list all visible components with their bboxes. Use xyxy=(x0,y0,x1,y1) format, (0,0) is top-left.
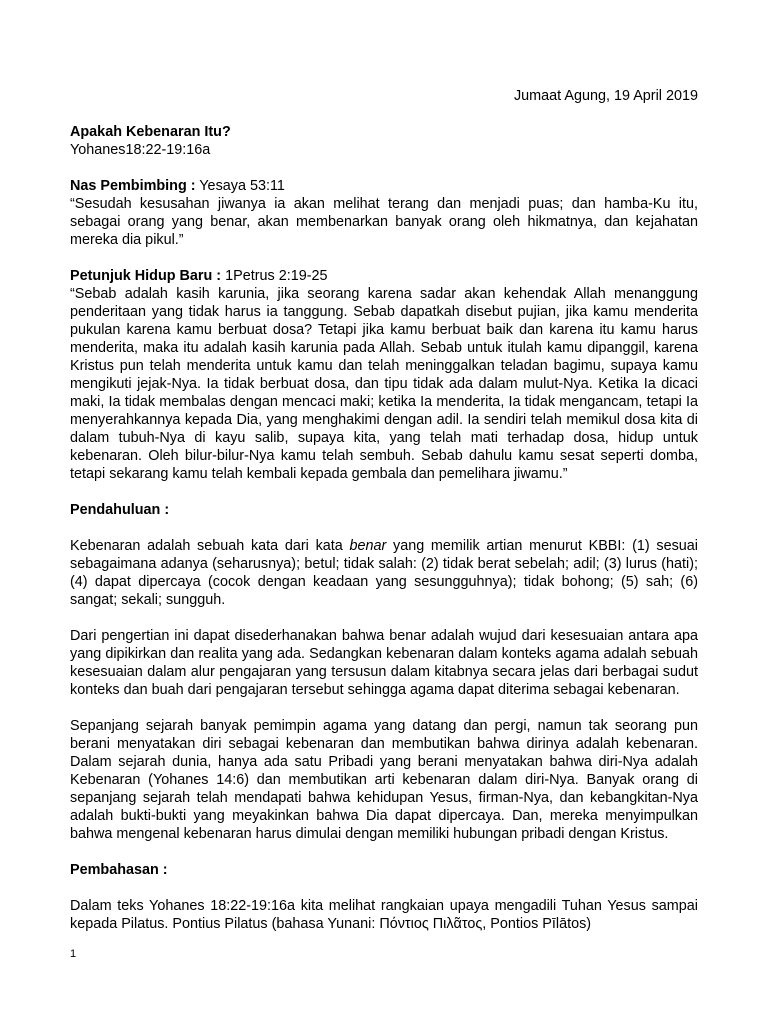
pendahuluan-p1-start: Kebenaran adalah sebuah kata dari kata xyxy=(70,538,350,554)
pendahuluan-paragraph-3: Sepanjang sejarah banyak pemimpin agama yang datang dan pergi, namun tak seorang pun berani menyatakan diri sebagai kebenaran dan membutikan bahwa dirinya adalah kebenaran. Dalam sejarah dunia, hanya ada satu Pribadi yang berani menyatakan bahwa diri-Nya adalah Kebenaran (Yohanes 14:6) dan membutikan arti kebenaran dalam diri-Nya. Banyak orang di sepanjang sejarah telah mendapati bahwa kehidupan Yesus, firman-Nya, dan kebangkitan-Nya adalah bukti-bukti yang meyakinkan bahwa Dia dapat dipercaya. Dan, mereka menyimpulkan bahwa mengenal kebenaran harus dimulai dengan memiliki hubungan pribadi dengan Kristus. xyxy=(70,718,698,842)
pendahuluan-paragraph-1 xyxy=(70,537,698,609)
pendahuluan-heading: Pendahuluan : xyxy=(70,502,170,518)
document-body xyxy=(70,87,698,933)
nas-pembimbing-label: Nas Pembimbing : xyxy=(70,178,196,194)
scripture-reference: Yohanes18:22-19:16a xyxy=(70,142,211,158)
petunjuk-ref: 1Petrus 2:19-25 xyxy=(221,268,328,284)
nas-pembimbing-ref: Yesaya 53:11 xyxy=(195,178,285,194)
petunjuk-line xyxy=(70,267,698,285)
petunjuk-text: “Sebab adalah kasih karunia, jika seorang karena sadar akan kehendak Allah menanggung penderitaan yang tidak harus ia tanggung. Sebab dapatkah disebut pujian, jika kamu menderita pukulan karena kamu berbuat dosa? Tetapi jika kamu berbuat baik dan karena itu kamu harus menderita, maka itu adalah kasih karunia pada Allah. Sebab untuk itulah kamu dipanggil, karena Kristus pun telah menderita untuk kamu dan telah meninggalkan teladan bagimu, supaya kamu mengikuti jejak-Nya. Ia tidak berbuat dosa, dan tipu tidak ada dalam mulut-Nya. Ketika Ia dicaci maki, Ia tidak membalas dengan mencaci maki; ketika Ia menderita, Ia tidak mengancam, tetapi Ia menyerahkannya kepada Dia, yang menghakimi dengan adil. Ia sendiri telah memikul dosa kita di dalam tubuh-Nya di kayu salib, supaya kita, yang telah mati terhadap dosa, hidup untuk kebenaran. Oleh bilur-bilur-Nya kamu telah sembuh. Sebab dahulu kamu sesat seperti domba, tetapi sekarang kamu telah kembali kepada gembala dan pemelihara jiwamu.” xyxy=(70,286,698,482)
nas-pembimbing-line xyxy=(70,177,698,195)
pendahuluan-p1-italic-word: benar xyxy=(349,538,387,554)
document-date: Jumaat Agung, 19 April 2019 xyxy=(513,88,698,104)
nas-pembimbing-text: “Sesudah kesusahan jiwanya ia akan melihat terang dan menjadi puas; dan hamba-Ku itu, sebagai orang yang benar, akan membenarkan banyak orang oleh hikmatnya, dan kejahatan mereka dia pikul.” xyxy=(70,196,698,248)
pembahasan-paragraph-1: Dalam teks Yohanes 18:22-19:16a kita melihat rangkaian upaya mengadili Tuhan Yesus sampai kepada Pilatus. Pontius Pilatus (bahasa Yunani: Πόντιος Πιλᾶτος, Pontios Pīlātos) xyxy=(70,898,698,932)
pendahuluan-p1-end: yang memilik artian menurut KBBI: (1) sesuai sebagaimana adanya (seharusnya); betul; tidak salah: (2) tidak berat sebelah; adil; (3) lurus (hati); (4) dapat dipercaya (cocok dengan keadaan yang sesungguhnya); tidak bohong; (5) sah; (6) sangat; sekali; sungguh. xyxy=(70,538,698,608)
pembahasan-heading: Pembahasan : xyxy=(70,862,168,878)
petunjuk-label: Petunjuk Hidup Baru : xyxy=(70,268,222,284)
pendahuluan-paragraph-2: Dari pengertian ini dapat disederhanakan bahwa benar adalah wujud dari kesesuaian antara apa yang dipikirkan dan realita yang ada. Sedangkan kebenaran dalam konteks agama adalah sebuah kesesuaian dalam alur pengajaran yang tersusun dalam kitabnya secara jelas dari berbagai sudut konteks dan buah dari pengajaran tersebut sehingga agama dapat diterima sebagai kebenaran. xyxy=(70,628,698,698)
document-title: Apakah Kebenaran Itu? xyxy=(70,124,231,140)
page-number: 1 xyxy=(70,948,77,960)
